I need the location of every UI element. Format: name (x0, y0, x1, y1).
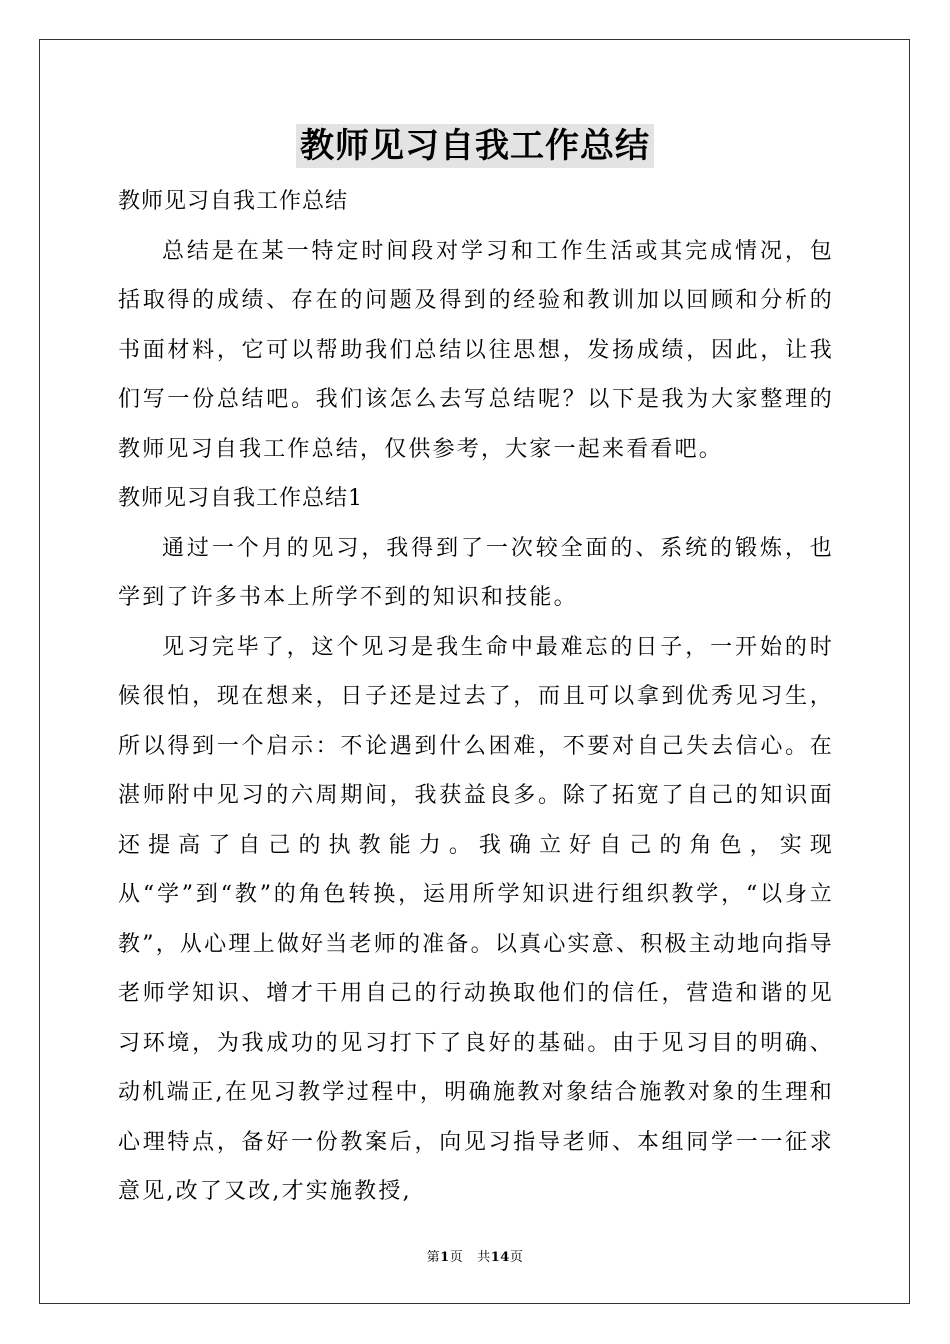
body-paragraph: 通过一个月的见习，我得到了一次较全面的、系统的锻炼，也学到了许多书本上所学不到的知识和技能。 (118, 535, 834, 610)
total-suffix: 页 (509, 1250, 524, 1265)
section-heading: 教师见习自我工作总结 (118, 189, 349, 214)
body-paragraph: 见习完毕了，这个见习是我生命中最难忘的日子，一开始的时候很怕，现在想来，日子还是过去了，而且可以拿到优秀见习生，所以得到一个启示：不论遇到什么困难，不要对自己失去信心。在湛师附中见习的六周期间，我获益良多。除了拓宽了自己的知识面还提高了自己的执教能力。我确立好自己的角色，实现从“学”到“教”的角色转换，运用所学知识进行组织教学，“以身立教”，从心理上做好当老师的准备。以真心实意、积极主动地向指导老师学知识、增才干用自己的行动换取他们的信任，营造和谐的见习环境，为我成功的见习打下了良好的基础。由于见习目的明确、动机端正,在见习教学过程中，明确施教对象结合施教对象的生理和心理特点，备好一份教案后，向见习指导老师、本组同学一一征求意见,改了又改,才实施教授, (118, 634, 834, 1204)
total-prefix: 共 (477, 1250, 491, 1265)
body-paragraph: 总结是在某一特定时间段对学习和工作生活或其完成情况，包括取得的成绩、存在的问题及得到的经验和教训加以回顾和分析的书面材料，它可以帮助我们总结以往思想，发扬成绩，因此，让我们写一份总结吧。我们该怎么去写总结呢？以下是我为大家整理的教师见习自我工作总结，仅供参考，大家一起来看看吧。 (118, 238, 834, 462)
document-title: 教师见习自我工作总结 (296, 124, 654, 168)
page-suffix: 页 (449, 1250, 464, 1265)
title-container (0, 124, 950, 168)
document-body (118, 177, 834, 1217)
section-heading: 教师见习自我工作总结1 (118, 486, 363, 511)
page-number: 1 (440, 1250, 450, 1265)
page-prefix: 第 (426, 1250, 441, 1265)
page-footer (0, 1249, 950, 1267)
total-pages: 14 (490, 1250, 510, 1265)
